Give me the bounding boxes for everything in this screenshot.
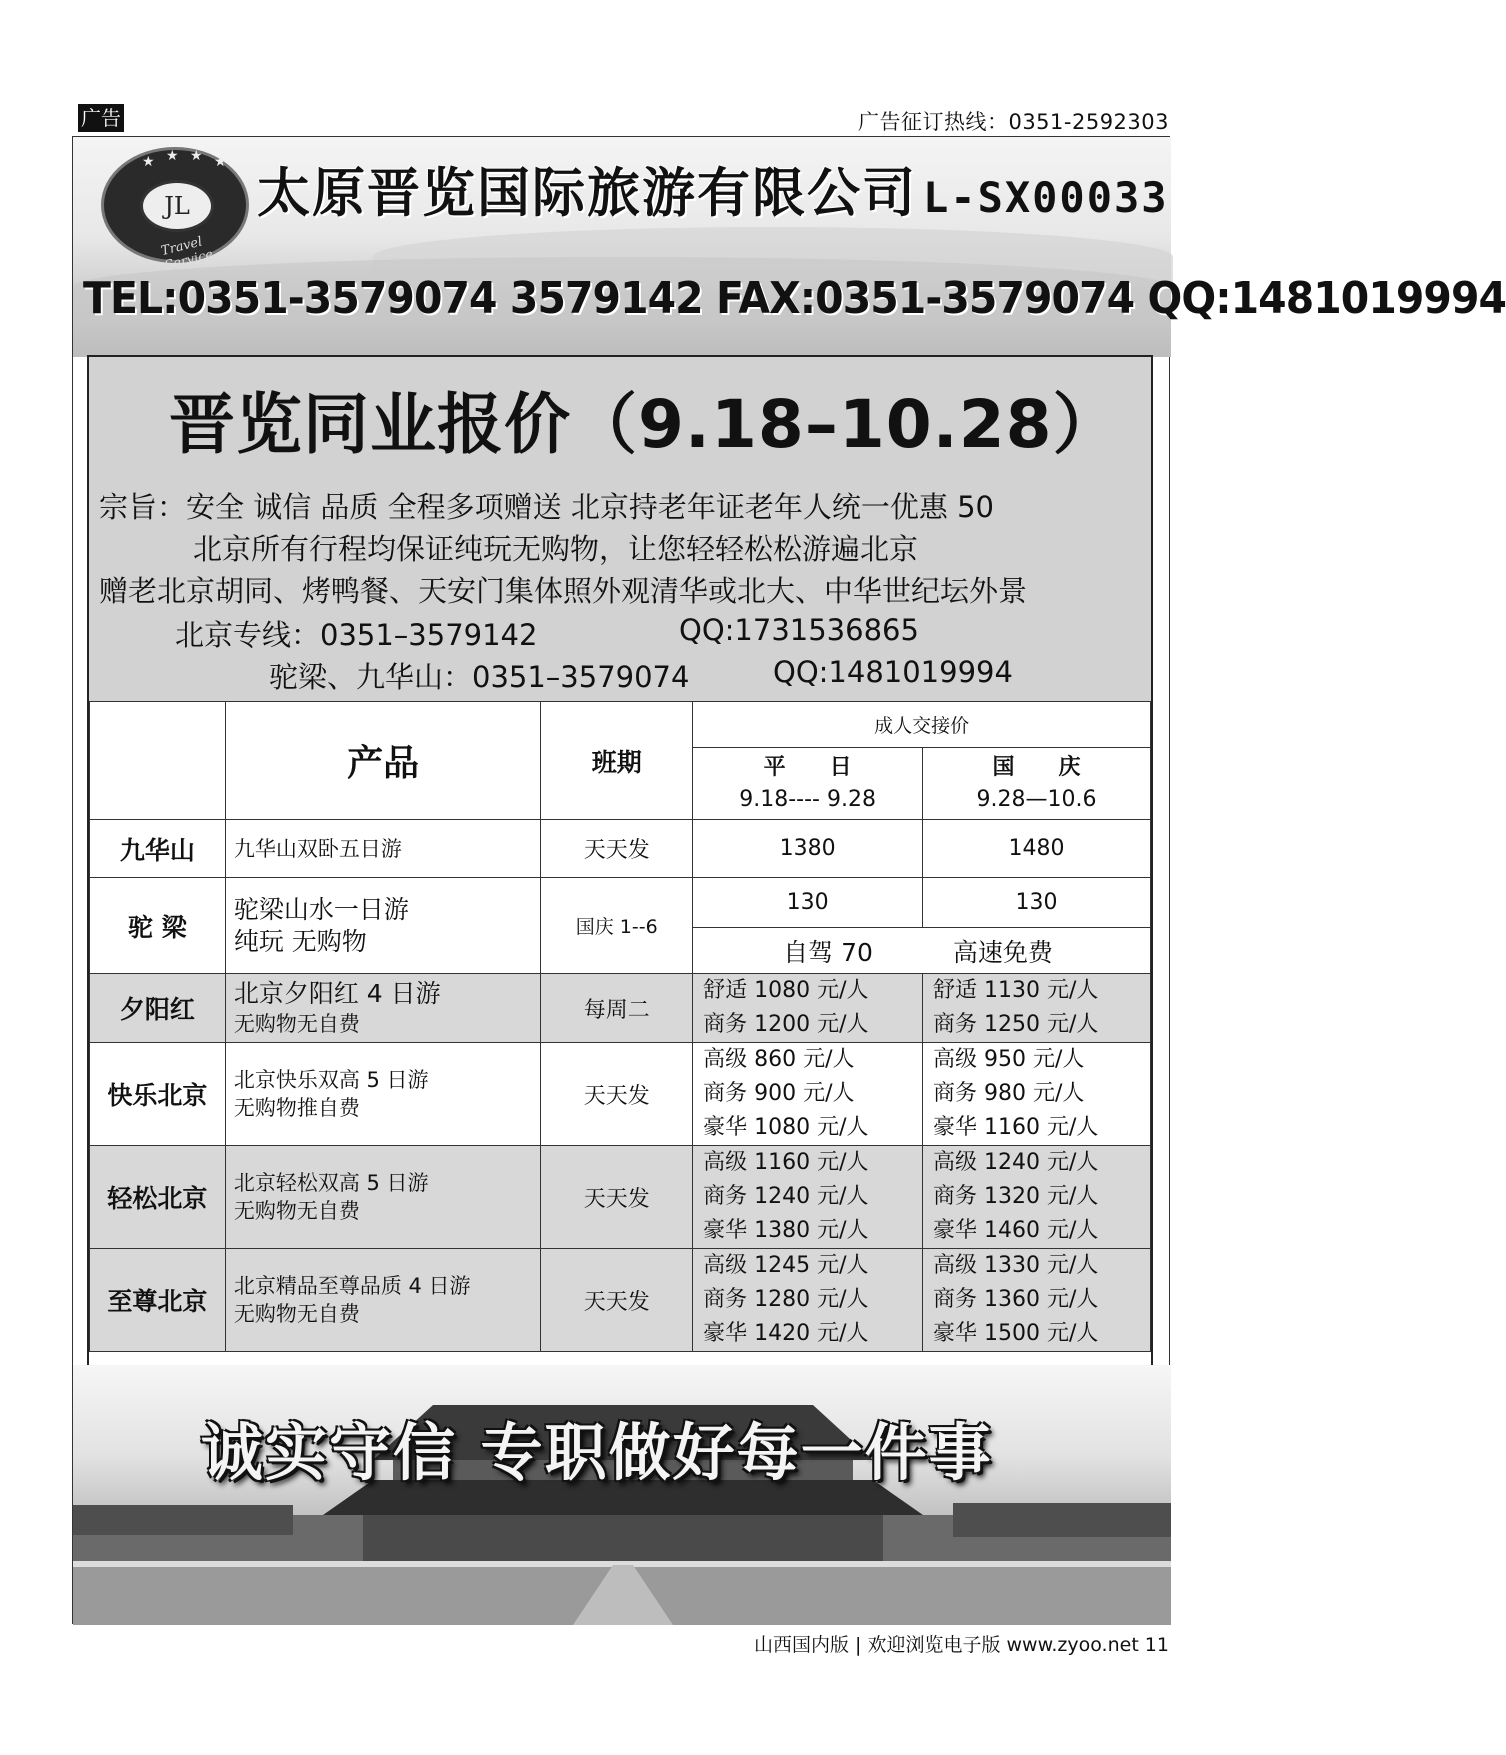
row-product [225, 878, 541, 974]
price-line: 商务 1280 元/人 [703, 1287, 869, 1312]
price-line: 商务 980 元/人 [933, 1081, 1085, 1106]
product-name: 北京轻松双高 5 日游 [233, 1171, 429, 1195]
row-category: 快乐北京 [90, 1043, 226, 1146]
price-line: 商务 1240 元/人 [703, 1184, 869, 1209]
no-shopping-note: 北京所有行程均保证纯玩无购物，让您轻轻松松游遍北京 [193, 532, 919, 566]
price-line: 商务 1320 元/人 [933, 1184, 1099, 1209]
header-schedule: 班期 [541, 702, 693, 820]
table-row [90, 820, 1151, 878]
forbidden-city-banner [73, 1365, 1171, 1625]
row-weekday-price [693, 1146, 923, 1249]
license-number: L-SX00033 [923, 173, 1169, 222]
company-header [73, 137, 1506, 357]
row-category: 驼 梁 [90, 878, 226, 974]
beijing-qq: QQ:1731536865 [679, 613, 919, 647]
slogan: 诚实守信 专职做好每一件事 [201, 1416, 993, 1489]
logo-monogram: JL [140, 180, 214, 232]
star-icon: ★ [142, 154, 155, 170]
row-national-price [923, 974, 1151, 1043]
advertisement [72, 136, 1506, 1624]
company-logo [101, 147, 249, 274]
price-line: 豪华 1500 元/人 [933, 1321, 1099, 1346]
table-row [90, 1146, 1151, 1249]
price-line: 舒适 1080 元/人 [703, 978, 869, 1003]
row-national-price [923, 1249, 1151, 1352]
price-line: 高级 1240 元/人 [933, 1150, 1099, 1175]
price-line: 高级 1245 元/人 [703, 1253, 869, 1278]
row-schedule: 天天发 [541, 820, 693, 878]
row-product: 九华山双卧五日游 [225, 820, 541, 878]
product-name: 北京精品至尊品质 4 日游 [233, 1274, 471, 1298]
tuoliang-hotline: 驼梁、九华山：0351–3579074 [269, 660, 690, 694]
table-row [90, 1043, 1151, 1146]
price-board [87, 355, 1153, 1367]
product-name: 驼梁山水一日游 [233, 894, 409, 924]
price-line: 高级 860 元/人 [703, 1047, 855, 1072]
row-national-price [923, 1043, 1151, 1146]
row-schedule: 天天发 [541, 1043, 693, 1146]
price-line: 商务 1250 元/人 [933, 1012, 1099, 1037]
header-weekday [693, 748, 923, 820]
header-adult-price: 成人交接价 [693, 702, 1151, 748]
national-dates: 9.28—10.6 [976, 786, 1097, 812]
row-category: 夕阳红 [90, 974, 226, 1043]
row-category: 轻松北京 [90, 1146, 226, 1249]
product-name: 北京夕阳红 4 日游 [233, 979, 441, 1008]
row-weekday-price [693, 1249, 923, 1352]
header-product: 产品 [225, 702, 541, 820]
price-line: 高级 1330 元/人 [933, 1253, 1099, 1278]
product-note: 无购物无自费 [233, 1302, 360, 1326]
star-icon: ★ [214, 154, 227, 170]
product-note: 无购物无自费 [233, 1012, 360, 1036]
row-schedule: 国庆 1--6 [541, 878, 693, 974]
ad-hotline: 广告征订热线：0351-2592303 [857, 110, 1169, 134]
price-line: 商务 900 元/人 [703, 1081, 855, 1106]
price-line: 豪华 1380 元/人 [703, 1218, 869, 1243]
ad-tag: 广告 [78, 104, 124, 132]
price-line: 豪华 1420 元/人 [703, 1321, 869, 1346]
row-weekday-price: 1380 [693, 820, 923, 878]
price-line: 豪华 1160 元/人 [933, 1115, 1099, 1140]
row-product [225, 974, 541, 1043]
price-table [89, 701, 1151, 1352]
logo-ring-text: Travel Service [159, 234, 215, 274]
row-schedule: 天天发 [541, 1249, 693, 1352]
gifts-note: 赠老北京胡同、烤鸭餐、天安门集体照外观清华或北大、中华世纪坛外景 [99, 574, 1028, 608]
info-panel [89, 357, 1151, 701]
price-line: 豪华 1460 元/人 [933, 1218, 1099, 1243]
star-icon: ★ [190, 148, 203, 164]
row-weekday-price: 130 [693, 878, 923, 928]
tagline: 宗旨：安全 诚信 品质 全程多项赠送 北京持老年证老年人统一优惠 50 [99, 490, 994, 524]
weekday-dates: 9.18---- 9.28 [739, 786, 876, 812]
beijing-hotline: 北京专线：0351–3579142 [175, 618, 538, 652]
product-note: 无购物推自费 [233, 1096, 360, 1120]
page-footer: 山西国内版 | 欢迎浏览电子版 www.zyoo.net 11 [753, 1634, 1169, 1656]
tuoliang-qq: QQ:1481019994 [773, 655, 1013, 689]
price-line: 舒适 1130 元/人 [933, 978, 1099, 1003]
weekday-label: 平 日 [763, 754, 852, 780]
product-note: 纯玩 无购物 [233, 926, 367, 956]
header-blank-cell [90, 702, 226, 820]
headline: 晋览同业报价（9.18–10.28） [169, 386, 1120, 463]
national-label: 国 庆 [992, 754, 1081, 780]
row-weekday-price [693, 974, 923, 1043]
row-weekday-price [693, 1043, 923, 1146]
header-national [923, 748, 1151, 820]
row-schedule: 每周二 [541, 974, 693, 1043]
company-name: 太原晋览国际旅游有限公司 [257, 163, 917, 224]
star-icon: ★ [166, 148, 179, 164]
contact-line: TEL:0351-3579074 3579142 FAX:0351-3579074 QQ:1481019994 [83, 273, 1506, 324]
product-note: 无购物无自费 [233, 1199, 360, 1223]
row-national-price: 130 [923, 878, 1151, 928]
highway-note: 高速免费 [952, 937, 1053, 967]
row-product [225, 1249, 541, 1352]
row-national-price [923, 1146, 1151, 1249]
table-row [90, 878, 1151, 928]
price-line: 商务 1360 元/人 [933, 1287, 1099, 1312]
row-national-price: 1480 [923, 820, 1151, 878]
price-line: 高级 1160 元/人 [703, 1150, 869, 1175]
row-category: 至尊北京 [90, 1249, 226, 1352]
product-name: 北京快乐双高 5 日游 [233, 1068, 429, 1092]
row-product [225, 1043, 541, 1146]
row-extra-note [693, 928, 1151, 974]
row-schedule: 天天发 [541, 1146, 693, 1249]
price-line: 高级 950 元/人 [933, 1047, 1085, 1072]
price-line: 商务 1200 元/人 [703, 1012, 869, 1037]
price-line: 豪华 1080 元/人 [703, 1115, 869, 1140]
table-row [90, 1249, 1151, 1352]
table-row [90, 974, 1151, 1043]
self-drive-price: 自驾 70 [783, 937, 873, 967]
row-product [225, 1146, 541, 1249]
row-category: 九华山 [90, 820, 226, 878]
